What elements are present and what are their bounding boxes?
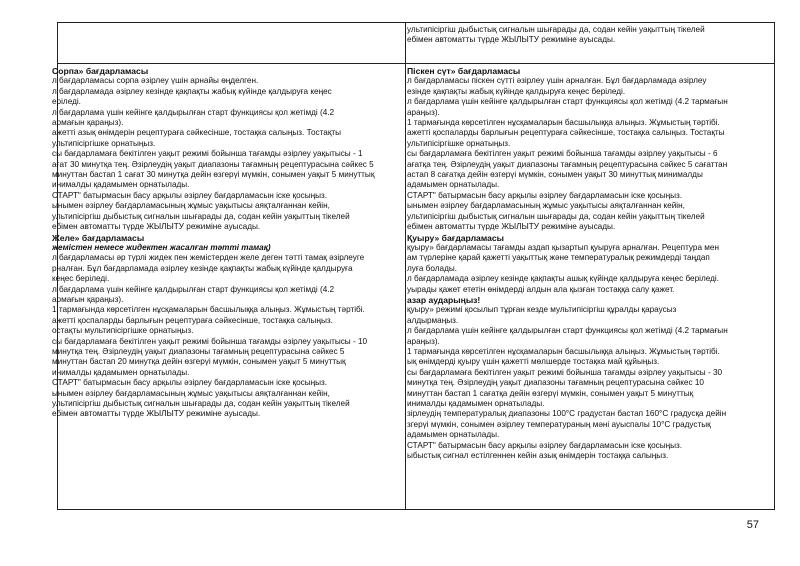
text-line: л бағдарлама үшін кейінге қалдырылған старт функциясы қол жетімді (4.2 <box>52 284 335 294</box>
text-line: уырады қажет ететін өнімдерді алдын ала қызған тостаққа салу қажет. <box>407 284 675 294</box>
text-line: ағатқа тең. Әзірлеудің уақыт диапазоны тағамның рецептурасына сәйкес 5 сағаттан <box>407 159 728 169</box>
text-line: қуыру» режимі қосылып тұрған кезде мультипісіргіш құралды қараусыз <box>407 305 677 315</box>
text-line: армағын қараңыз). <box>52 294 124 304</box>
right-top-cell <box>407 25 775 46</box>
text-line: араңыз). <box>407 107 440 117</box>
text-line: адамымен орнатылады. <box>407 180 500 190</box>
text-line: ультипісіргіш дыбыстық сигналын шығарады да, содан кейін уақыттың тікелей <box>407 25 705 34</box>
text-line: сы бағдарламаға бекітілген уақыт режимі бойынша тағамды әзірлеу уақытысы - 6 <box>407 149 718 159</box>
text-line: ынымен әзірлеу бағдарламасының жұмыс уақытысы аяқталғаннан кейін, <box>407 201 685 211</box>
text-line: л бағдарламасы сорпа әзірлеу үшін арнайы өңделген. <box>52 76 259 86</box>
text-line: ағат 30 минутқа тең. Әзірлеудің уақыт диапазоны тағамның рецептурасына сәйкес 5 <box>52 159 374 169</box>
left-column-text <box>52 66 401 420</box>
text-line: ық өнімдерді қуыру үшін қажетті мөлшерде тостақка май құйыңыз. <box>407 357 660 367</box>
text-line: қуыру» бағдарламасы тағамды аздап қызартып қуыруға арналған. Рецептура мен <box>407 242 719 252</box>
text-line: инималды қадамымен орнатылады. <box>407 399 545 408</box>
text-line: сы бағдарламаға бекітілген уақыт режимі бойынша тағамды әзірлеу уақытысы - 30 <box>407 367 723 377</box>
text-line: ажетті қоспаларды барлығын рецептураға сәйкесінше, тостақка салыңыз. Тостақты <box>407 128 725 138</box>
text-line: СТАРТ" батырмасын басу арқылы әзірлеу бағдарламасын іске қосыңыз. <box>407 190 683 200</box>
text-line: луға болады. <box>407 263 458 273</box>
text-line: л бағдарламасы әр түрлі жидек пен жемістерден желе деген тәтті тамақ әзірлеуге <box>52 253 365 263</box>
page-number: 57 <box>746 519 759 531</box>
text-line: ажетті қоспаларды барлығын рецептураға сәйкесінше, тостақка салыңыз. <box>52 315 333 325</box>
text-line: сы бағдарламаға бекітілген уақыт режимі бойынша тағамды әзірлеу уақытысы - 10 <box>52 336 368 346</box>
text-line: жемістен немесе жидектен жасалған тәтті тамақ) <box>52 242 271 252</box>
text-line: л бағдарлама үшін кейінге қалдырылған старт функциясы қол жетімді (4.2 тармағын <box>407 97 728 107</box>
document-table <box>52 22 775 510</box>
section-heading: Қуыру» бағдарламасы <box>407 232 504 243</box>
text-line: адамымен орнатылады. <box>407 430 500 440</box>
text-line: сы бағдарламаға бекітілген уақыт режимі бойынша тағамды әзірлеу уақытысы - 1 <box>52 149 363 159</box>
text-line: СТАРТ" батырмасын басу арқылы әзірлеу бағдарламасын іске қосыңыз. <box>52 190 328 200</box>
text-line: кеңес беріледі. <box>52 274 110 284</box>
text-line: зірлеудің температуралық диапазоны 100°C градустан бастап 160°C градусқа дейін <box>407 409 727 419</box>
text-line: рналған. Бұл бағдарламада әзірлеу кезінде қақпақты жабық күйінде қалдыруға <box>52 263 353 273</box>
text-line: ынымен әзірлеу бағдарламасының жұмыс уақытысы аяқталғаннан кейін, <box>52 388 330 398</box>
text-line: ультипісіргіш дыбыстық сигналын шығарады да, содан кейін уақыттың тікелей <box>52 211 350 221</box>
text-line: азар аударыңыз! <box>407 294 481 305</box>
section-heading: Сорпа» бағдарламасы <box>52 66 149 76</box>
text-line: ам түрлеріне қарай қажетті уақыттық және температуралық режимдерді таңдап <box>407 253 710 263</box>
section-heading: Желе» бағдарламасы <box>52 232 145 243</box>
text-line: СТАРТ" батырмасын басу арқылы әзірлеу бағдарламасын іске қосыңыз. <box>52 378 328 388</box>
text-line: л бағдарламада әзірлеу кезінде қақпақты жабық күйінде қалдыруға кеңес <box>52 86 332 96</box>
text-line: ультипісіргіш дыбыстық сигналын шығарады да, содан кейін уақыттың тікелей <box>52 399 350 408</box>
text-line: армағын қараңыз). <box>52 118 124 128</box>
text-line: 1 тармағында көрсетілген нұсқамаларын басшылыққа алыңыз. Жұмыстың тәртібі. <box>407 118 720 128</box>
text-line: СТАРТ" батырмасын басу арқылы әзірлеу бағдарламасын іске қосыңыз. <box>407 440 683 450</box>
text-line: 1 тармағында көрсетілген нұсқамаларын басшылыққа алыңыз. Жұмыстың тәртібі. <box>52 305 365 315</box>
text-line: минуттан бастап 1 сағатқа дейін өзгерүі мүмкін, сонымен уақыт 5 минуттық <box>407 388 694 398</box>
text-line: еріледі. <box>52 97 81 107</box>
text-line: ебімен автоматты түрде ЖЫЛЫТУ режиміне ауысады. <box>52 409 261 419</box>
text-line: ультипісіргішке орнатыңыз. <box>52 138 156 148</box>
column-divider <box>405 23 406 509</box>
text-line: остақты мультипісіргішке орнатыңыз. <box>52 326 194 336</box>
section-heading: Піскен сүт» бағдарламасы <box>407 66 521 76</box>
text-line: ебімен автоматты түрде ЖЫЛЫТУ режиміне ауысады. <box>407 222 616 232</box>
text-line: ынымен әзірлеу бағдарламасының жұмыс уақытысы аяқталғаннан кейін, <box>52 201 330 211</box>
text-line: ебімен автоматты түрде ЖЫЛЫТУ режиміне ауысады. <box>407 35 616 45</box>
text-line: ультипісіргішке орнатыңыз. <box>407 138 511 148</box>
text-line: л бағдарламасы піскен сүтті әзірлеу үшін арналған. Бұл бағдарламада әзірлеу <box>407 76 707 86</box>
text-line: инималды қадамымен орнатылады. <box>52 180 190 190</box>
text-line: инималды қадамымен орнатылады. <box>52 367 190 377</box>
right-column-text <box>407 66 775 461</box>
text-line: ыбыстық сигнал естілгеннен кейін азық өнімдерін тостаққа салыңыз. <box>407 451 669 461</box>
text-line: згерүі мүмкін, сонымен әзірлеу температураның мәні ауыспалы 10°C градустық <box>407 419 711 429</box>
row-divider <box>58 63 774 64</box>
text-line: астап 8 сағатқа дейін өзгерүі мүмкін, сонымен уақыт 30 минуттық минималды <box>407 170 703 180</box>
text-line: 1 тармағында көрсетілген нұсқамаларын басшылыққа алыңыз. Жұмыстың тәртібі. <box>407 346 720 356</box>
text-line: минутқа тең. Әзірлеудің уақыт диапазоны тағамның рецептурасына сәйкес 10 <box>407 378 704 388</box>
text-line: араңыз). <box>407 336 440 346</box>
text-line: ультипісіргіш дыбыстық сигналын шығарады да, содан кейін уақыттың тікелей <box>407 211 705 221</box>
text-line: минуттан бастап 20 минутқа дейін өзгерүі мүмкін, сонымен уақыт 5 минуттық <box>52 357 346 367</box>
text-line: езінде қақпақты жабық күйінде қалдыруға кеңес беріледі. <box>407 86 626 96</box>
text-line: ажетті азық өнімдерін рецептураға сәйкесінше, тостақка салыңыз. Тостақты <box>52 128 342 138</box>
text-line: алдырмаңыз. <box>407 315 459 325</box>
text-line: минутқа тең. Әзірлеудің уақыт диапазоны тағамның рецептурасына сәйкес 5 <box>52 346 345 356</box>
text-line: минуттан бастап 1 сағат 30 минутқа дейін өзгерүі мүмкін, сонымен уақыт 5 минуттық <box>52 170 375 180</box>
text-line: л бағдарлама үшін кейінге қалдырылған старт функциясы қол жетімді (4.2 <box>52 107 335 117</box>
text-line: л бағдарламада әзірлеу кезінде қақпақты ашық күйінде қалдыруға кеңес беріледі. <box>407 274 719 284</box>
text-line: ебімен автоматты түрде ЖЫЛЫТУ режиміне ауысады. <box>52 222 261 232</box>
text-line: л бағдарлама үшін кейінге қалдырылған старт функциясы қол жетімді (4.2 тармағын <box>407 326 728 336</box>
